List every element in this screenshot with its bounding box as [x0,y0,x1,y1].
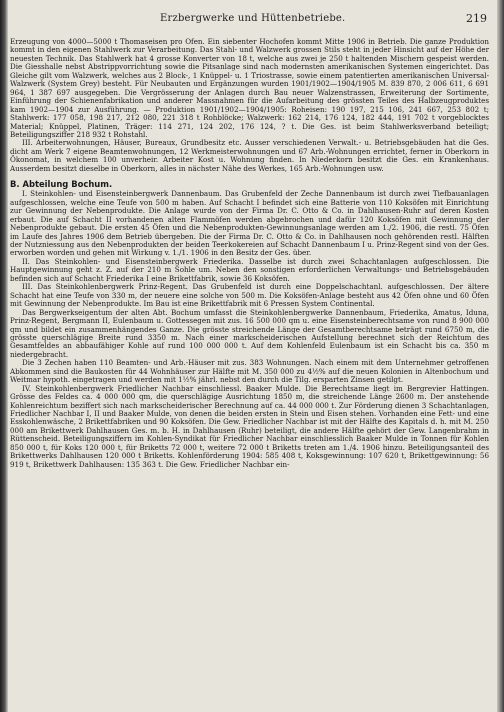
paragraph-friedlicher-nachbar: IV. Steinkohlenbergwerk Friedlicher Nachbar einschliessl. Baaker Mulde. Die Berechtsame liegt im Bergrevier Hattingen. Grösse des Feldes ca. 4 000 000 qm, die querschlägige Ausrichtung 1850 m, die streichende Länge 2600 m. Der anstehende Kohlenreichtum beziffert sich nach markscheiderischer Berechnung auf ca. 44 000 000 t. Zur Förderung dienen 3 Schachtanlagen, Friedlicher Nachbar I, II und Baaker Mulde, von denen die beiden ersten in Stein und Eisen stehen. Vorhanden eine Fett- und eine Esskohlenwäsche, 2 Brikettfabriken und 90 Koksöfen. Die Gew. Friedlicher Nachbar ist mit der Hälfte des Kapitals d. h. mit M. 250 000 am Brikettwerk Dahlhausen Ges. m. b. H. in Dahlhausen (Ruhr) beteiligt, die andere Hälfte gehört der Gew. Langenbrahm in Rüttenscheid. Beteiligungsziffern im Kohlen-Syndikat für Friedlicher Nachbar einschliesslich Baaker Mulde in Tonnen für Kohlen 850 000 t, für Koks 120 000 t, für Briketts 72 000 t, weitere 72 000 t Briketts treten am 1./4. 1906 hinzu. Beteiligungsanteil des Brikettwerks Dahlhausen 120 000 t Briketts. Kohlenförderung 1904: 585 408 t, Koksgewinnung: 107 620 t, Brikettgewinnung: 56 919 t, Brikettwerk Dahlhausen: 135 363 t. Die Gew. Friedlicher Nachbar ein- [10,383,489,469]
page-header [20,13,487,27]
paragraph-hochofen: Erzeugung von 4000—5000 t Thomaseisen pro Ofen. Ein siebenter Hochofen kommt Mitte 1906 in Betrieb. Die ganze Produktion kommt in den eigenen Stahlwerk zur Verarbeitung. Das Stahl- und Walzwerk grossen Stils steht in jeder Hinsicht auf der Höhe der neuesten Technik. Das Stahlwerk hat 4 grosse Konverter von 18 t, welche aus zwei je 250 t haltenden Mischern gespeist werden. Die Giesshalle nebst Abstrippvorrichtung sowie die Pitsanlage sind nach modernsten amerikanischen Systemen eingerichtet. Das Gleiche gilt vom Walzwerk, welches aus 2 Block-, 1 Knüppel- u. 1 Triostrasse, sowie einem patentierten amerikanischen Universal-Walzwerk (System Grey) besteht. Für Neubauten und Ergänzungen wurden 1901/1902—1904/1905 M. 839 870, 2 006 611, 6 691 964, 1 387 697 ausgegeben. Die Vergrösserung der Anlagen durch Bau neuer Walzenstrassen, Erweiterung der Sortimente, Einführung der Schienenfabrikation und anderer Massnahmen für die Aufarbeitung des grössten Teiles des Halbzeugproduktes kam 1902—1904 zur Ausführung. — Produktion 1901/1902—1904/1905: Roheisen: 190 197, 215 106, 241 667, 253 802 t; Stahlwerk: 177 058, 198 217, 212 080, 221 318 t Rohblöcke; Walzwerk: 162 214, 176 124, 182 444, 191 702 t vorgeblocktes Material; Knüppel, Platinen, Träger: 114 271, 124 202, 176 124, ? t. Die Ges. ist beim Stahlwerksverband beteiligt; Beteiligungsziffer 218 932 t Rohstahl. [10,37,489,139]
page-binding-shadow [0,0,8,712]
page-edge-shadow [497,0,504,712]
paragraph-dannenbaum: I. Steinkohlen- und Eisensteinbergwerk Dannenbaum. Das Grubenfeld der Zeche Dannenbaum ist durch zwei Tiefbauanlagen aufgeschlossen, welche eine Teufe von 500 m haben. Auf Schacht I befindet sich eine Batterie von 110 Koksöfen mit Einrichtung zur Gewinnung der Nebenprodukte. Die Anlage wurde von der Firma Dr. C. Otto & Co. in Dahlhausen-Ruhr auf deren Kosten erbaut. Die auf Schacht II vorhandenen alten Flammöfen werden abgebrochen und dafür 120 Koksöfen mit Gewinnung der Nebenprodukte gebaut. Die ersten 45 Öfen und die Nebenprodukten-Gewinnungsanlage werden am 1./2. 1906, die restl. 75 Öfen im Laufe des Jahres 1906 dem Betrieb übergeben. Die der Firma Dr. C. Otto & Co. in Dahlhausen noch gehörenden restl. Hälften der Nutzniessung aus den Nebenprodukten der beiden Teerkokereien auf Schacht Dannenbaum I u. Prinz-Regent sind von der Ges. erworben worden und gehen mit Wirkung v. 1./1. 1906 in den Besitz der Ges. über. [10,189,489,258]
section-heading-bochum: B. Abteilung Bochum. [10,179,113,190]
paragraph-arbeiterwohnungen: III. Arbeiterwohnungen, Häuser, Bureaux, Grundbesitz etc. Ausser verschiedenen Verwalt.- u. Betriebsgebäuden hat die Ges. dicht am Werk 7 eigene Beamtenwohnungen, 12 Werkmeisterwohnungen und 67 Arb.-Wohnungen errichtet, ferner in Oberkorn in Ökonomat, in welchem 100 unverheir. Arbeiter Kost u. Wohnung finden. In Niederkorn besitzt die Ges. ein Krankenhaus. Ausserdem besitzt dieselbe in Oberkorn, alles in nächster Nähe des Werkes, 165 Arb.-Wohnungen usw. [10,138,489,173]
paragraph-zechen-haeuser: Die 3 Zechen haben 110 Beamten- und Arb.-Häuser mit zus. 383 Wohnungen. Nach einem mit dem Unternehmer getroffenen Abkommen sind die Baukosten für 44 Wohnhäuser zur Hälfte mit M. 350 000 zu 4½% auf die neuen Kolonien in Altenbochum und Weitmar hypoth. eingetragen und werden mit 1½% jährl. nebst den durch die Tilg. ersparten Zinsen getilgt. [10,358,489,385]
paragraph-friederika: II. Das Steinkohlen- und Eisensteinbergwerk Friederika. Dasselbe ist durch zwei Schachtanlagen aufgeschlossen. Die Hauptgewinnung geht z. Z. auf der 210 m Sohle um. Neben den sonstigen erforderlichen Verwaltungs- und Betriebsgebäuden befinden sich auf Schacht Friederika I eine Brikettfabrik, sowie 36 Koksöfen. [10,256,489,283]
page-number: 219 [466,12,487,25]
body-text [10,38,489,469]
running-title: Erzbergwerke und Hüttenbetriebe. [160,13,346,24]
paragraph-bergwerkseigentum: Das Bergwerkseigentum der alten Abt. Bochum umfasst die Steinkohlenbergwerke Dannenbaum, Friederika, Amatus, Iduna, Prinz-Regent, Bergmann II, Eulenbaum u. Gottessegen mit zus. 16 500 000 qm u. eine Eisensteinberechtsame von rund 8 900 000 qm und bildet ein zusammenhängendes Ganze. Die grösste streichende Länge der Gesamtberechtsame beträgt rund 6750 m, die grösste querschlägige Breite rund 3350 m. Nach einer markscheiderischen Aufstellung berechnet sich der Reichtum des Gesamtfeldes an abbaufähiger Kohle auf rund 100 000 000 t. Auf dem Kohlenfeld Eulenbaum ist ein Schacht bis ca. 350 m niedergebracht. [10,307,489,359]
paragraph-prinz-regent: III. Das Steinkohlenbergwerk Prinz-Regent. Das Grubenfeld ist durch eine Doppelschachtanl. aufgeschlossen. Der ältere Schacht hat eine Teufe von 330 m, der neuere eine solche von 500 m. Die Koksöfen-Anlage besteht aus 42 Öfen ohne und 60 Öfen mit Gewinnung der Nebenprodukte. Im Bau ist eine Brikettfabrik mit 6 Pressen System Continental. [10,282,489,309]
